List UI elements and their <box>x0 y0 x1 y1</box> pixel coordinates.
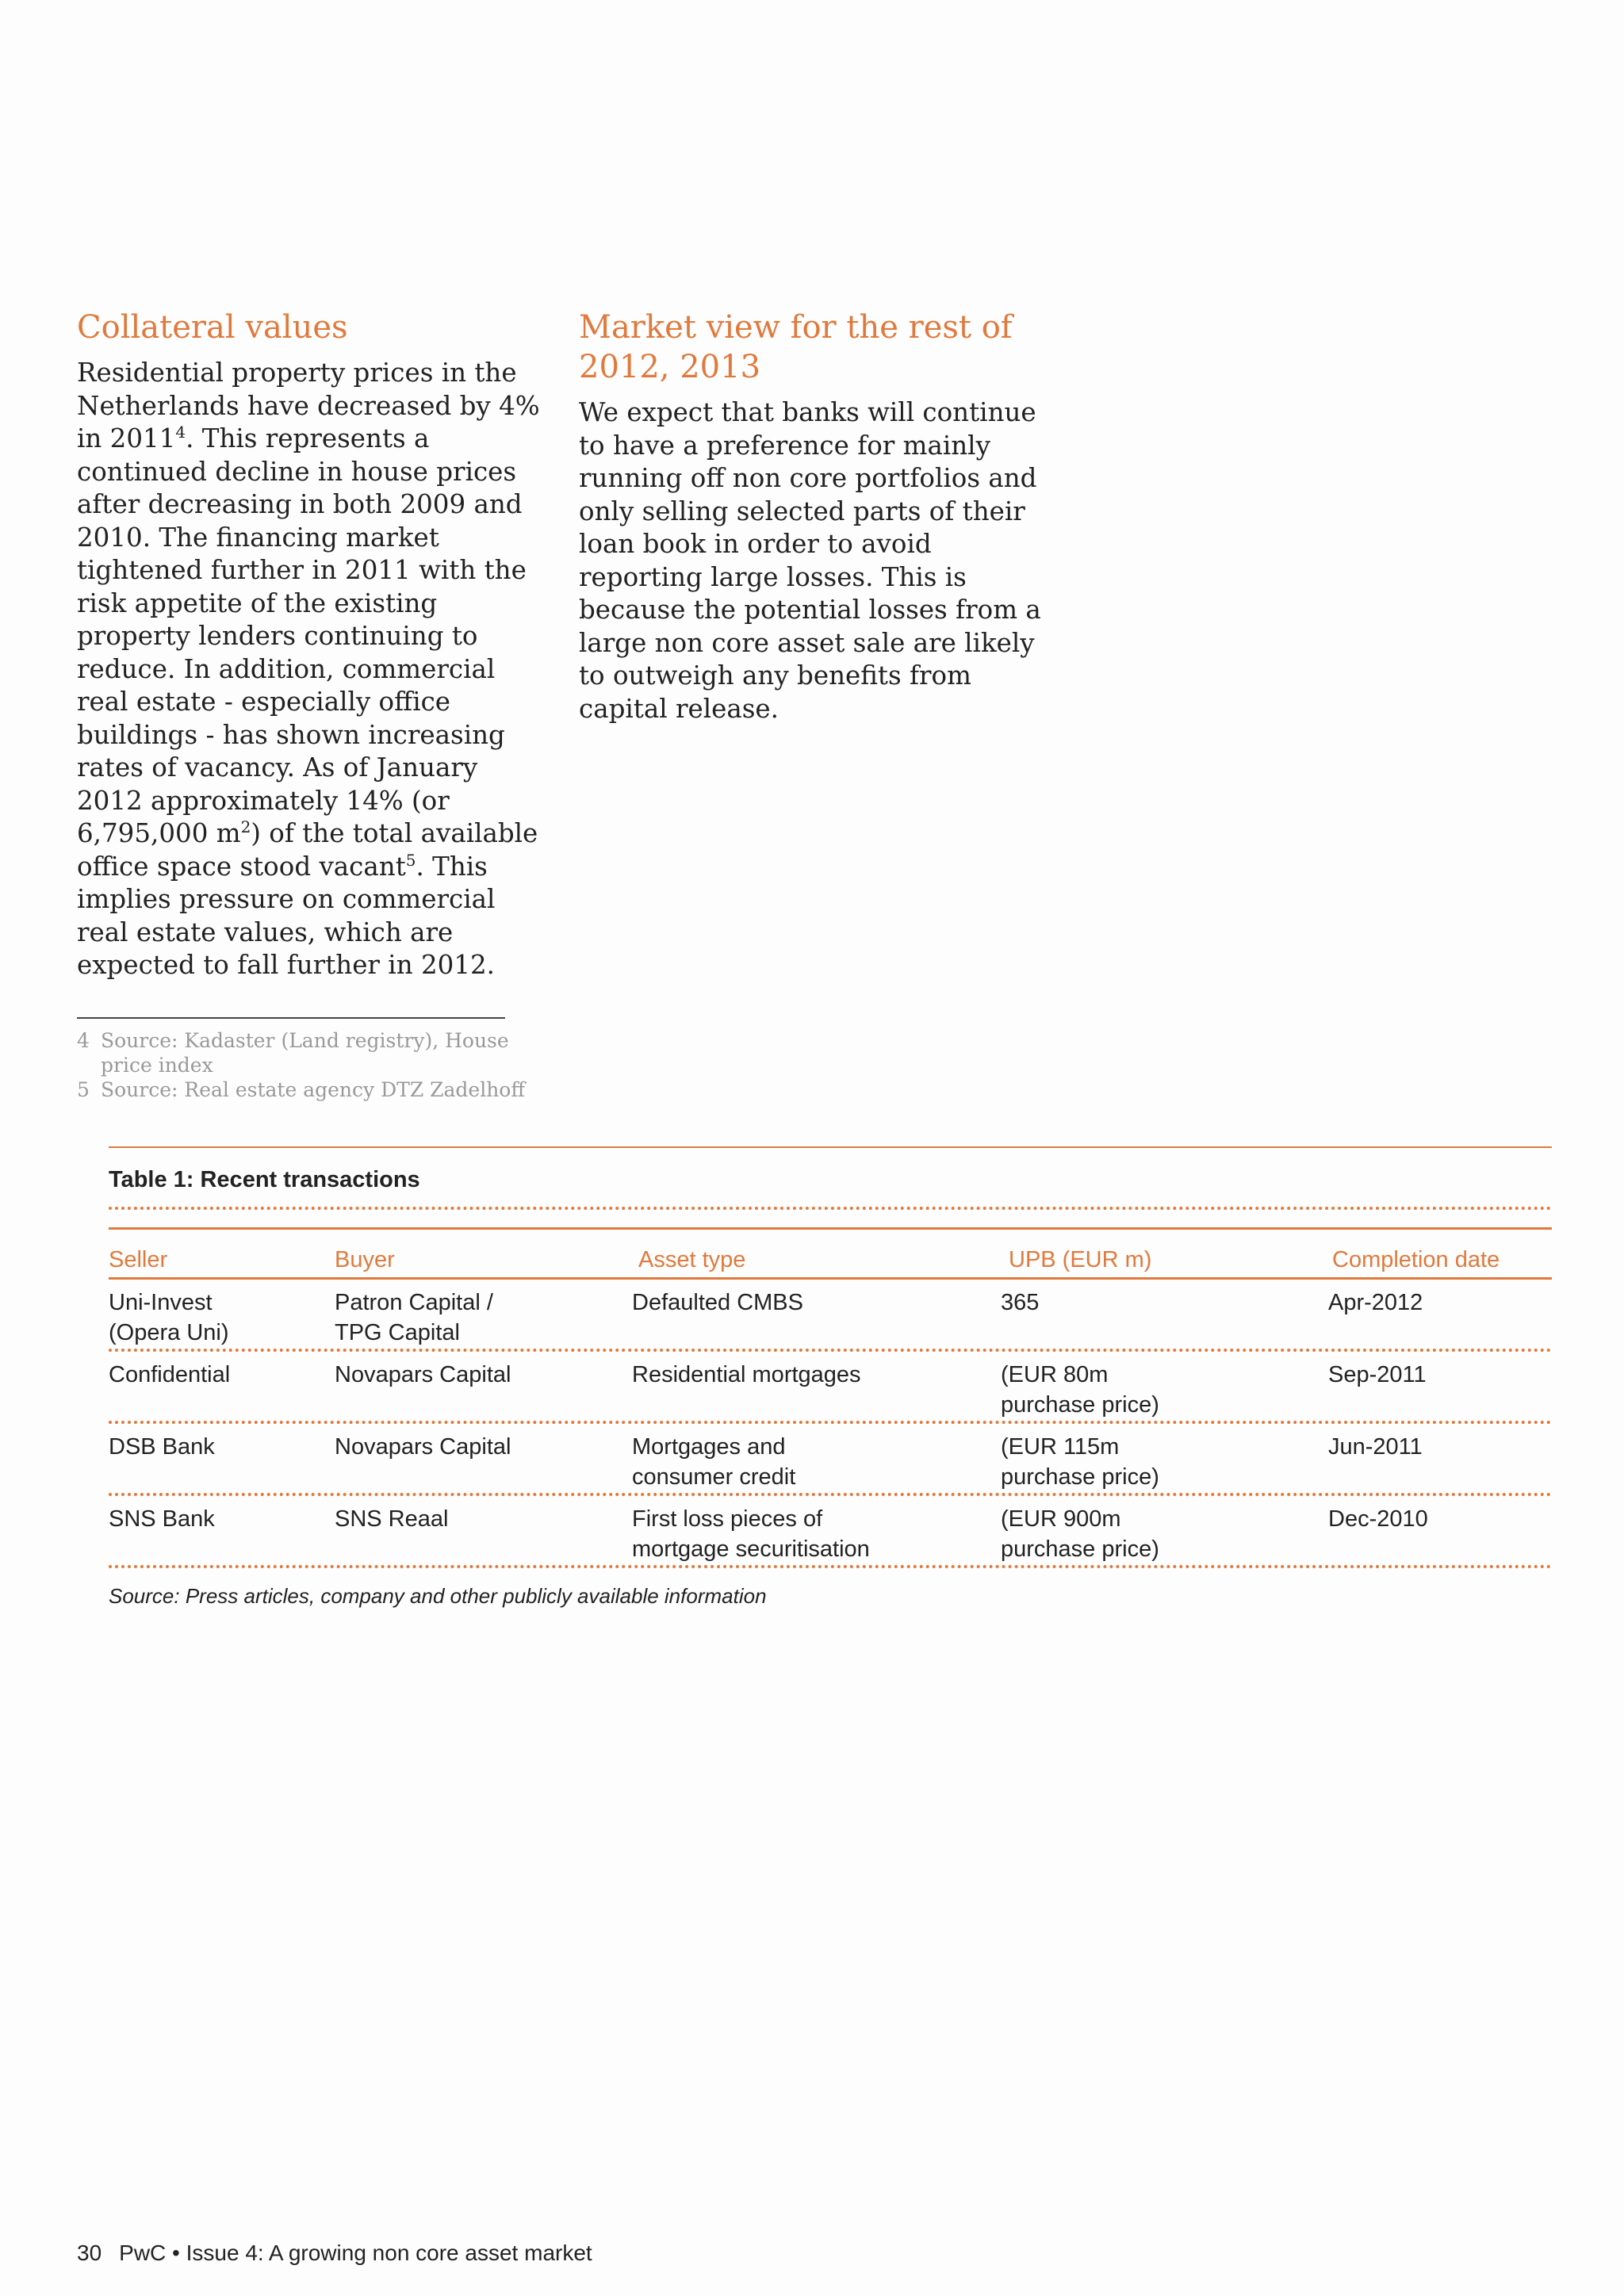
cell-completion-date: Jun-2011 <box>1328 1434 1423 1460</box>
table-dotted-rule <box>109 1207 1552 1210</box>
header-buyer: Buyer <box>335 1246 395 1272</box>
footnote-4 <box>77 1028 545 1077</box>
cell-buyer: Patron Capital / TPG Capital <box>335 1290 493 1345</box>
left-column <box>77 308 545 1102</box>
cell-buyer: Novapars Capital <box>335 1362 511 1387</box>
header-asset-type: Asset type <box>638 1246 746 1272</box>
paragraph-part-3: ) of the total available office space stood vacant <box>77 818 538 882</box>
page-footer <box>77 2241 592 2266</box>
cell-seller: Uni-Invest (Opera Uni) <box>109 1290 229 1345</box>
table-body <box>109 1280 1552 1568</box>
cell-buyer: SNS Reaal <box>335 1506 449 1532</box>
table-row <box>109 1424 1552 1493</box>
footnote-text: Source: Kadaster (Land registry), House price index <box>101 1028 509 1077</box>
footnote-number: 4 <box>77 1028 90 1052</box>
paragraph-part-4: . This implies pressure on commercial real estate values, which are expected to fall further in 2012. <box>77 851 496 980</box>
cell-seller: DSB Bank <box>109 1434 215 1460</box>
cell-asset-type: Defaulted CMBS <box>632 1290 803 1315</box>
section-heading-collateral-values: Collateral values <box>77 309 348 346</box>
paragraph-part-2: . This represents a continued decline in house prices after decreasing in both 2009 and 2010. The financing market tightened further in 2011 with the risk appetite of the existing property lenders continuing to reduce. In addition, commercial real estate - especially office buildings - has shown increasing rates of vacancy. As of January 2012 approximately 14% (or 6,795,000 m <box>77 423 527 848</box>
collateral-values-paragraph <box>77 357 545 982</box>
table-row <box>109 1352 1552 1421</box>
cell-completion-date: Dec-2010 <box>1328 1506 1428 1532</box>
cell-seller: SNS Bank <box>109 1506 215 1532</box>
cell-asset-type: Mortgages and consumer credit <box>632 1434 796 1490</box>
header-upb: UPB (EUR m) <box>1009 1246 1152 1272</box>
cell-upb: (EUR 80m purchase price) <box>1001 1362 1159 1418</box>
footnote-5 <box>77 1077 545 1102</box>
cell-upb: (EUR 900m purchase price) <box>1001 1506 1159 1562</box>
page-number: 30 <box>77 2241 102 2265</box>
table-source-note: Source: Press articles, company and other publicly available information <box>109 1584 767 1608</box>
header-completion-date: Completion date <box>1332 1246 1500 1272</box>
footer-text: PwC • Issue 4: A growing non core asset market <box>119 2241 592 2265</box>
footnote-ref-4: 4 <box>175 423 186 442</box>
cell-buyer: Novapars Capital <box>335 1434 511 1460</box>
cell-asset-type: Residential mortgages <box>632 1362 861 1387</box>
table-header-row <box>109 1230 1552 1277</box>
footnote-text: Source: Real estate agency DTZ Zadelhoff <box>101 1077 526 1101</box>
market-view-paragraph: We expect that banks will continue to have a preference for mainly running off non core portfolios and only selling selected parts of their loan book in order to avoid reporting large losses. This is because the potential losses from a large non core asset sale are likely to outweigh any benefits from capital release. <box>579 397 1041 724</box>
section-heading-market-view: Market view for the rest of 2012, 2013 <box>579 309 1013 385</box>
middle-column <box>579 308 1055 725</box>
table-title: Table 1: Recent transactions <box>109 1167 420 1192</box>
footnote-ref-5: 5 <box>405 850 416 870</box>
recent-transactions-table <box>109 1146 1552 1609</box>
footnote-number: 5 <box>77 1077 90 1101</box>
cell-completion-date: Apr-2012 <box>1328 1290 1423 1315</box>
cell-completion-date: Sep-2011 <box>1328 1362 1427 1387</box>
row-dotted-rule <box>109 1565 1552 1568</box>
superscript-2: 2 <box>240 817 251 837</box>
cell-upb: 365 <box>1001 1290 1040 1315</box>
paragraph-part-1: Residential property prices in the Netherlands have decreased by 4% in 2011 <box>77 358 540 453</box>
cell-seller: Confidential <box>109 1362 231 1387</box>
table-row <box>109 1496 1552 1565</box>
table-top-rule <box>109 1146 1552 1148</box>
header-seller: Seller <box>109 1246 168 1272</box>
cell-upb: (EUR 115m purchase price) <box>1001 1434 1159 1490</box>
cell-asset-type: First loss pieces of mortgage securitisation <box>632 1506 870 1562</box>
footnote-divider <box>77 1017 505 1019</box>
table-row <box>109 1280 1552 1349</box>
